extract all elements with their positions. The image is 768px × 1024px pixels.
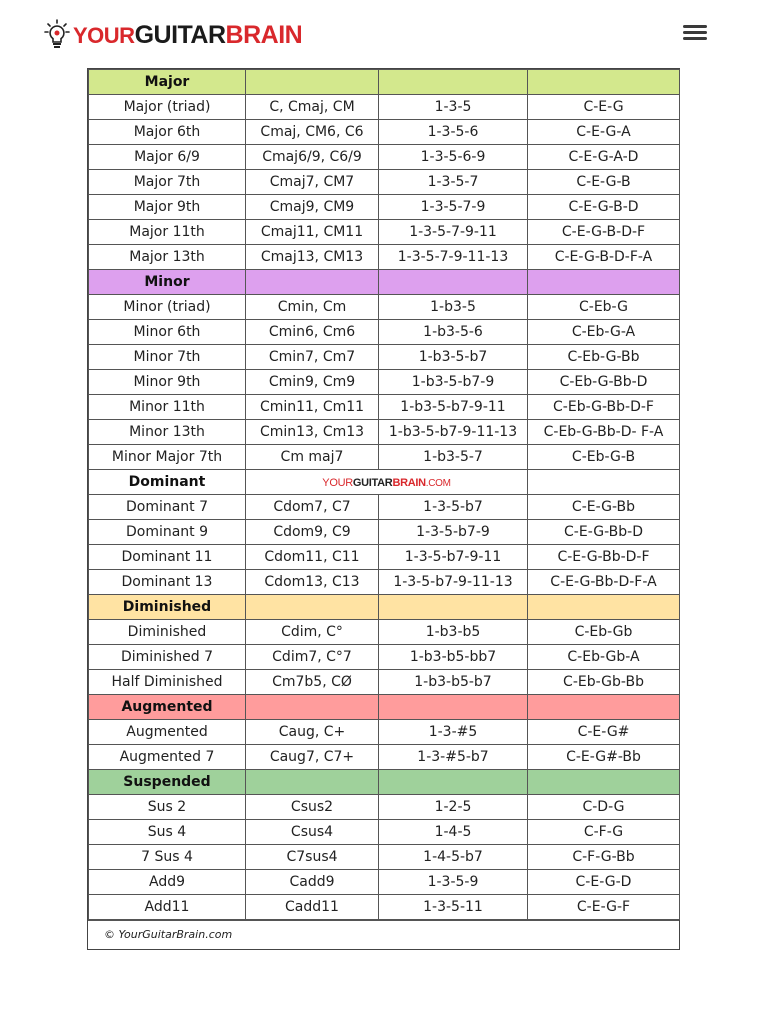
section-header-cell xyxy=(246,270,379,295)
chord-name-cell: Dominant 9 xyxy=(89,520,246,545)
chord-symbol-cell: Caug7, C7+ xyxy=(246,745,379,770)
chord-notes-cell: C-F-G-Bb xyxy=(528,845,680,870)
section-header-minor xyxy=(89,270,680,295)
chord-name-cell: Minor 13th xyxy=(89,420,246,445)
chord-notes-cell: C-E-G-Bb-D-F xyxy=(528,545,680,570)
section-title: Suspended xyxy=(89,770,246,795)
section-header-cell xyxy=(379,70,528,95)
section-title: Augmented xyxy=(89,695,246,720)
table-row xyxy=(89,670,680,695)
chord-symbol-cell: Caug, C+ xyxy=(246,720,379,745)
watermark-logo: YOURGUITARBRAIN.COM xyxy=(322,477,451,489)
section-header-cell xyxy=(379,595,528,620)
site-logo[interactable] xyxy=(44,15,302,55)
chord-chart xyxy=(87,68,680,950)
chord-notes-cell: C-E-G xyxy=(528,95,680,120)
chord-symbol-cell: Csus2 xyxy=(246,795,379,820)
chord-notes-cell: C-E-G-A xyxy=(528,120,680,145)
section-header-cell xyxy=(246,770,379,795)
chord-notes-cell: C-E-G#-Bb xyxy=(528,745,680,770)
chord-notes-cell: C-Eb-G-Bb xyxy=(528,345,680,370)
chord-name-cell: Minor Major 7th xyxy=(89,445,246,470)
chord-symbol-cell: Cdom13, C13 xyxy=(246,570,379,595)
table-row xyxy=(89,145,680,170)
chord-name-cell: Minor 9th xyxy=(89,370,246,395)
chord-formula-cell: 1-b3-b5-b7 xyxy=(379,670,528,695)
chord-symbol-cell: Cadd11 xyxy=(246,895,379,920)
chord-formula-cell: 1-b3-5-7 xyxy=(379,445,528,470)
chord-name-cell: Major 11th xyxy=(89,220,246,245)
logo-your: YOUR xyxy=(73,22,135,48)
logo-guitar: GUITAR xyxy=(134,20,226,49)
chord-symbol-cell: Cmaj11, CM11 xyxy=(246,220,379,245)
chord-symbol-cell: Cadd9 xyxy=(246,870,379,895)
table-row xyxy=(89,245,680,270)
chord-name-cell: Major 13th xyxy=(89,245,246,270)
chord-notes-cell: C-Eb-G-B xyxy=(528,445,680,470)
chord-notes-cell: C-Eb-G xyxy=(528,295,680,320)
chord-symbol-cell: Cdom7, C7 xyxy=(246,495,379,520)
table-row xyxy=(89,870,680,895)
chord-notes-cell: C-E-G-B-D-F xyxy=(528,220,680,245)
chord-name-cell: Sus 4 xyxy=(89,820,246,845)
chord-notes-cell: C-E-G# xyxy=(528,720,680,745)
chord-name-cell: Minor 6th xyxy=(89,320,246,345)
chord-formula-cell: 1-b3-5 xyxy=(379,295,528,320)
section-header-cell xyxy=(379,695,528,720)
section-header-cell xyxy=(528,70,680,95)
logo-brain: BRAIN xyxy=(225,20,303,49)
section-header-cell xyxy=(379,270,528,295)
chord-formula-cell: 1-4-5 xyxy=(379,820,528,845)
table-row xyxy=(89,845,680,870)
chord-formula-cell: 1-2-5 xyxy=(379,795,528,820)
chord-symbol-cell: Cdom9, C9 xyxy=(246,520,379,545)
chord-notes-cell: C-Eb-Gb-A xyxy=(528,645,680,670)
chord-formula-cell: 1-b3-5-b7-9 xyxy=(379,370,528,395)
section-title: Minor xyxy=(89,270,246,295)
chord-notes-cell: C-Eb-G-Bb-D xyxy=(528,370,680,395)
chord-symbol-cell: Cmaj6/9, C6/9 xyxy=(246,145,379,170)
chord-formula-cell: 1-4-5-b7 xyxy=(379,845,528,870)
table-row xyxy=(89,395,680,420)
chord-table xyxy=(88,69,680,920)
chord-formula-cell: 1-b3-b5-bb7 xyxy=(379,645,528,670)
chord-name-cell: Minor (triad) xyxy=(89,295,246,320)
section-title: Dominant xyxy=(89,470,246,495)
section-header-cell xyxy=(246,70,379,95)
chord-notes-cell: C-E-G-A-D xyxy=(528,145,680,170)
table-row xyxy=(89,170,680,195)
section-header-cell xyxy=(528,770,680,795)
chord-symbol-cell: Cdim, C° xyxy=(246,620,379,645)
chord-formula-cell: 1-3-5-9 xyxy=(379,870,528,895)
chord-name-cell: Dominant 7 xyxy=(89,495,246,520)
chord-notes-cell: C-Eb-G-Bb-D-F xyxy=(528,395,680,420)
chord-formula-cell: 1-3-5 xyxy=(379,95,528,120)
chord-name-cell: Major (triad) xyxy=(89,95,246,120)
table-row xyxy=(89,745,680,770)
section-header-dominant xyxy=(89,470,680,495)
chord-formula-cell: 1-3-5-6 xyxy=(379,120,528,145)
chord-symbol-cell: C7sus4 xyxy=(246,845,379,870)
table-row xyxy=(89,195,680,220)
section-header-cell xyxy=(528,695,680,720)
section-header-cell xyxy=(528,470,680,495)
chord-formula-cell: 1-b3-5-b7-9-11 xyxy=(379,395,528,420)
section-header-cell xyxy=(246,695,379,720)
chord-formula-cell: 1-b3-5-b7-9-11-13 xyxy=(379,420,528,445)
chord-symbol-cell: Cmin11, Cm11 xyxy=(246,395,379,420)
chord-notes-cell: C-Eb-G-Bb-D- F-A xyxy=(528,420,680,445)
table-row xyxy=(89,820,680,845)
chord-symbol-cell: Cdim7, C°7 xyxy=(246,645,379,670)
chord-name-cell: Major 9th xyxy=(89,195,246,220)
chord-symbol-cell: Cmin13, Cm13 xyxy=(246,420,379,445)
chord-symbol-cell: Cmaj13, CM13 xyxy=(246,245,379,270)
section-title: Major xyxy=(89,70,246,95)
chord-name-cell: Major 7th xyxy=(89,170,246,195)
table-row xyxy=(89,345,680,370)
chord-symbol-cell: Cmaj, CM6, C6 xyxy=(246,120,379,145)
chord-symbol-cell: Cmin7, Cm7 xyxy=(246,345,379,370)
chord-notes-cell: C-E-G-Bb-D xyxy=(528,520,680,545)
chord-formula-cell: 1-b3-5-b7 xyxy=(379,345,528,370)
chord-notes-cell: C-E-G-B-D xyxy=(528,195,680,220)
chord-notes-cell: C-F-G xyxy=(528,820,680,845)
table-row xyxy=(89,545,680,570)
table-row xyxy=(89,295,680,320)
chord-symbol-cell: Cmin6, Cm6 xyxy=(246,320,379,345)
chord-name-cell: Dominant 13 xyxy=(89,570,246,595)
table-row xyxy=(89,620,680,645)
chord-formula-cell: 1-3-5-11 xyxy=(379,895,528,920)
chord-name-cell: 7 Sus 4 xyxy=(89,845,246,870)
table-row xyxy=(89,370,680,395)
chord-name-cell: Augmented xyxy=(89,720,246,745)
chord-name-cell: Diminished xyxy=(89,620,246,645)
chord-notes-cell: C-E-G-Bb xyxy=(528,495,680,520)
chord-symbol-cell: C, Cmaj, CM xyxy=(246,95,379,120)
table-row xyxy=(89,520,680,545)
chord-formula-cell: 1-b3-5-6 xyxy=(379,320,528,345)
logo-wordmark xyxy=(73,15,302,56)
chord-name-cell: Dominant 11 xyxy=(89,545,246,570)
section-header-cell xyxy=(528,595,680,620)
section-header-major xyxy=(89,70,680,95)
chord-symbol-cell: Cmin, Cm xyxy=(246,295,379,320)
table-row xyxy=(89,420,680,445)
section-header-cell xyxy=(379,770,528,795)
site-header xyxy=(0,0,768,64)
chord-notes-cell: C-E-G-F xyxy=(528,895,680,920)
chord-formula-cell: 1-3-5-7 xyxy=(379,170,528,195)
chord-notes-cell: C-Eb-G-A xyxy=(528,320,680,345)
table-row xyxy=(89,445,680,470)
chord-notes-cell: C-E-G-D xyxy=(528,870,680,895)
chord-formula-cell: 1-3-5-b7-9 xyxy=(379,520,528,545)
chord-notes-cell: C-E-G-B xyxy=(528,170,680,195)
chord-formula-cell: 1-3-5-7-9-11-13 xyxy=(379,245,528,270)
table-row xyxy=(89,895,680,920)
chord-notes-cell: C-E-G-B-D-F-A xyxy=(528,245,680,270)
chord-symbol-cell: Cmaj7, CM7 xyxy=(246,170,379,195)
table-row xyxy=(89,570,680,595)
chord-notes-cell: C-Eb-Gb xyxy=(528,620,680,645)
chord-symbol-cell: Cm7b5, CØ xyxy=(246,670,379,695)
table-row xyxy=(89,645,680,670)
chord-symbol-cell: Csus4 xyxy=(246,820,379,845)
section-header-sus xyxy=(89,770,680,795)
chord-notes-cell: C-D-G xyxy=(528,795,680,820)
table-row xyxy=(89,495,680,520)
chord-symbol-cell: Cmaj9, CM9 xyxy=(246,195,379,220)
chord-name-cell: Half Diminished xyxy=(89,670,246,695)
chord-symbol-cell: Cm maj7 xyxy=(246,445,379,470)
chord-symbol-cell: Cdom11, C11 xyxy=(246,545,379,570)
section-header-cell xyxy=(528,270,680,295)
section-header-cell xyxy=(246,470,528,495)
table-row xyxy=(89,220,680,245)
chord-formula-cell: 1-3-5-b7 xyxy=(379,495,528,520)
chord-formula-cell: 1-3-5-7-9 xyxy=(379,195,528,220)
chord-formula-cell: 1-3-#5-b7 xyxy=(379,745,528,770)
chord-name-cell: Diminished 7 xyxy=(89,645,246,670)
chord-formula-cell: 1-3-5-6-9 xyxy=(379,145,528,170)
chord-name-cell: Add11 xyxy=(89,895,246,920)
chord-name-cell: Major 6/9 xyxy=(89,145,246,170)
chord-formula-cell: 1-3-5-b7-9-11-13 xyxy=(379,570,528,595)
chord-name-cell: Minor 11th xyxy=(89,395,246,420)
chord-name-cell: Add9 xyxy=(89,870,246,895)
chord-table-body xyxy=(89,70,680,920)
table-row xyxy=(89,320,680,345)
section-header-dim xyxy=(89,595,680,620)
section-header-cell xyxy=(246,595,379,620)
table-row xyxy=(89,120,680,145)
chord-formula-cell: 1-3-5-b7-9-11 xyxy=(379,545,528,570)
chord-notes-cell: C-E-G-Bb-D-F-A xyxy=(528,570,680,595)
chord-name-cell: Augmented 7 xyxy=(89,745,246,770)
chord-symbol-cell: Cmin9, Cm9 xyxy=(246,370,379,395)
chord-name-cell: Minor 7th xyxy=(89,345,246,370)
table-row xyxy=(89,95,680,120)
copyright-text: © YourGuitarBrain.com xyxy=(88,920,679,949)
hamburger-menu-icon[interactable] xyxy=(680,22,710,48)
chord-name-cell: Major 6th xyxy=(89,120,246,145)
chord-formula-cell: 1-3-5-7-9-11 xyxy=(379,220,528,245)
table-row xyxy=(89,795,680,820)
chord-name-cell: Sus 2 xyxy=(89,795,246,820)
lightbulb-icon xyxy=(44,19,70,51)
section-title: Diminished xyxy=(89,595,246,620)
chord-notes-cell: C-Eb-Gb-Bb xyxy=(528,670,680,695)
chord-formula-cell: 1-b3-b5 xyxy=(379,620,528,645)
table-row xyxy=(89,720,680,745)
chord-formula-cell: 1-3-#5 xyxy=(379,720,528,745)
section-header-aug xyxy=(89,695,680,720)
